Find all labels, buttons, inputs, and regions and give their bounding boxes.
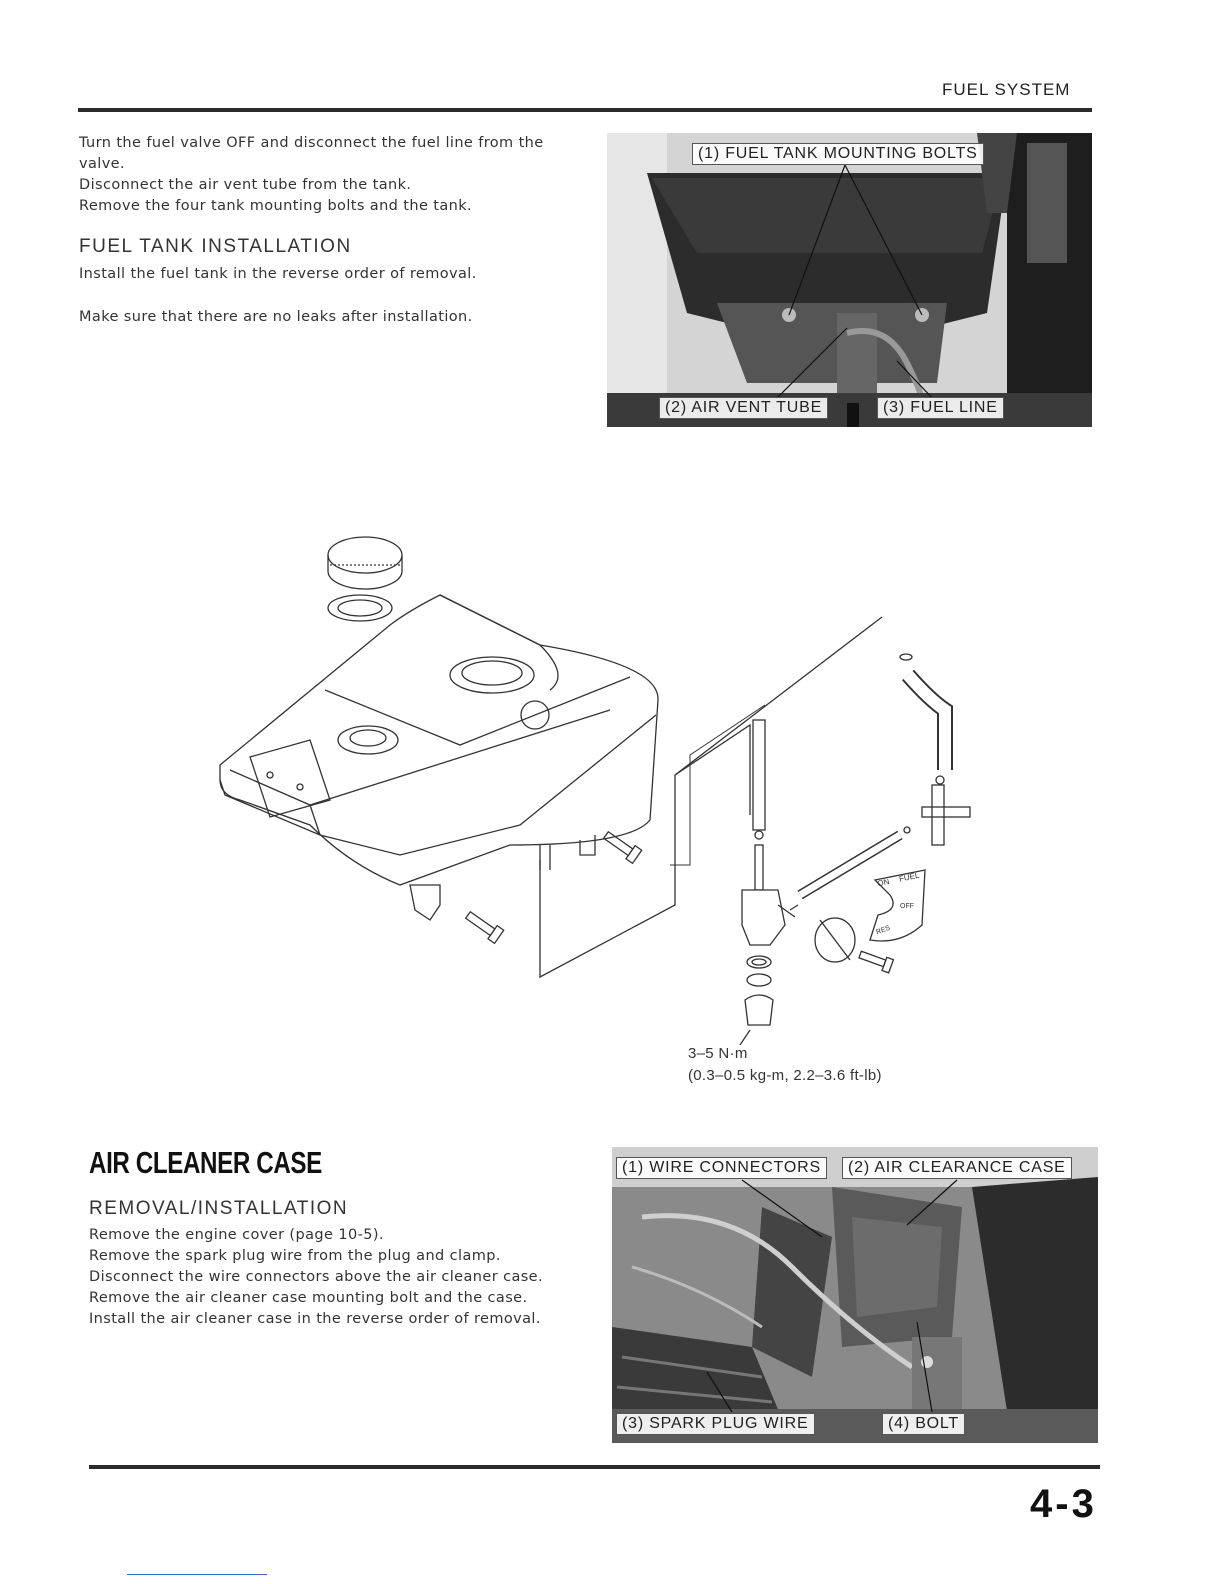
air-cleaner-photo-image (612, 1147, 1098, 1443)
valve-label-off: OFF (900, 903, 914, 910)
valve-label-fuel: FUEL (898, 870, 921, 884)
text-line: Remove the air cleaner case mounting bolt and the case. (89, 1290, 528, 1306)
callout-spark-plug-wire: (3) SPARK PLUG WIRE (616, 1413, 815, 1435)
removal-installation-heading: REMOVAL/INSTALLATION (89, 1198, 349, 1219)
text-line: Install the air cleaner case in the reverse order of removal. (89, 1311, 541, 1327)
text-line: valve. (79, 156, 126, 172)
callout-wire-connectors: (1) WIRE CONNECTORS (616, 1157, 827, 1179)
footer-rule (89, 1465, 1100, 1469)
valve-label-res: RES (875, 924, 892, 937)
air-cleaner-photo (612, 1147, 1098, 1443)
section-header: FUEL SYSTEM (942, 80, 1071, 99)
fuel-tank-installation-heading: FUEL TANK INSTALLATION (79, 236, 352, 257)
torque-spec-detail: (0.3–0.5 kg-m, 2.2–3.6 ft-lb) (688, 1067, 882, 1084)
text-line: Disconnect the air vent tube from the tank. (79, 177, 412, 193)
fuel-tank-photo-image (607, 133, 1092, 427)
text-line: Remove the engine cover (page 10-5). (89, 1227, 384, 1243)
callout-fuel-tank-mounting-bolts: (1) FUEL TANK MOUNTING BOLTS (692, 143, 984, 165)
valve-label-on: ON (876, 877, 891, 889)
exploded-diagram-drawing (210, 525, 980, 1045)
bottom-edge-mark (127, 1574, 267, 1575)
air-cleaner-heading: AIR CLEANER CASE (89, 1145, 322, 1180)
callout-fuel-line: (3) FUEL LINE (877, 397, 1004, 419)
page-number: 4-3 (1030, 1482, 1097, 1526)
fuel-tank-removal-text (79, 133, 599, 217)
callout-air-vent-tube: (2) AIR VENT TUBE (659, 397, 828, 419)
text-line: Remove the four tank mounting bolts and the tank. (79, 198, 473, 214)
air-cleaner-steps (89, 1225, 589, 1330)
text-line: Turn the fuel valve OFF and disconnect the fuel line from the (79, 135, 544, 151)
text-line: Remove the spark plug wire from the plug and clamp. (89, 1248, 501, 1264)
callout-air-clearance-case: (2) AIR CLEARANCE CASE (842, 1157, 1072, 1179)
fuel-tank-exploded-diagram (210, 525, 980, 1045)
callout-bolt: (4) BOLT (882, 1413, 965, 1435)
fuel-tank-photo (607, 133, 1092, 427)
header-rule (78, 108, 1092, 112)
text-line: Install the fuel tank in the reverse order of removal. (79, 266, 477, 282)
text-line: Disconnect the wire connectors above the air cleaner case. (89, 1269, 544, 1285)
text-line: Make sure that there are no leaks after installation. (79, 309, 473, 325)
torque-spec: 3–5 N·m (688, 1045, 748, 1062)
